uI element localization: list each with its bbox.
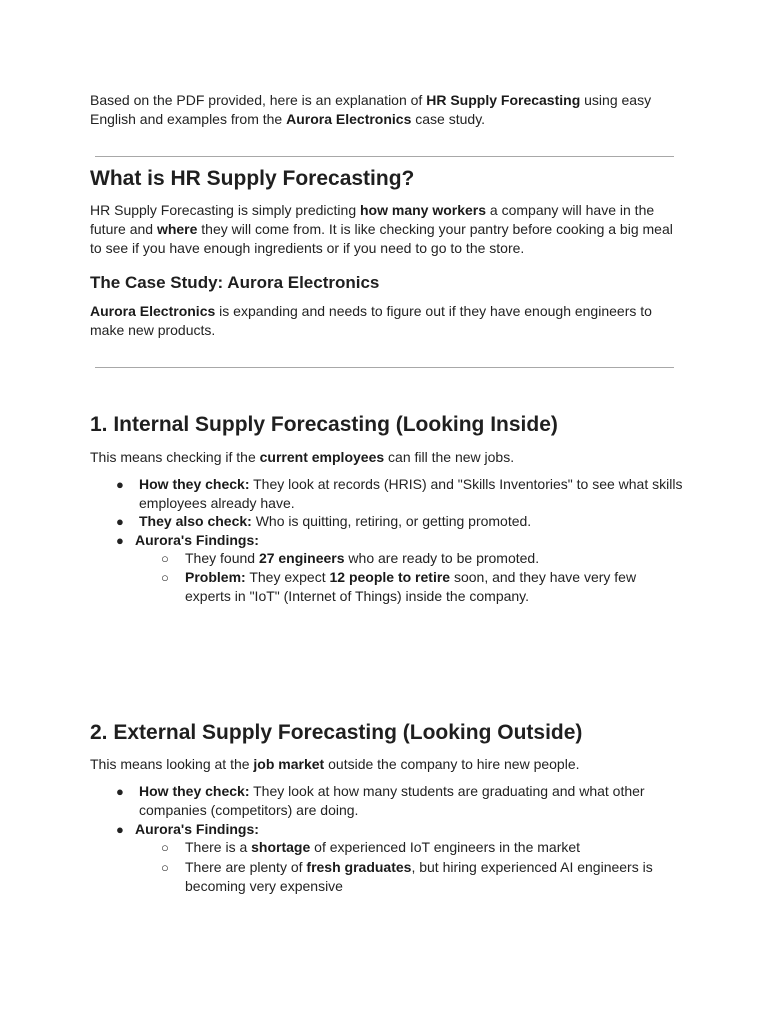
intro-text-2: using easy English and examples from the	[90, 92, 652, 127]
what-text-2: a company will have in the future and	[90, 202, 655, 237]
intro-paragraph	[90, 91, 680, 129]
heading-case-study: The Case Study: Aurora Electronics	[90, 273, 380, 292]
internal-sub2-text-2: soon, and they have very few experts in "IoT" (Internet of Things) inside the company.	[185, 569, 637, 604]
bullet-marker: ●	[116, 784, 124, 799]
external-sub1-bold: shortage	[251, 839, 311, 855]
external-sub-shortage	[185, 838, 665, 857]
what-bold-2: where	[156, 221, 198, 237]
heading-external: 2. External Supply Forecasting (Looking Outside)	[90, 721, 583, 744]
internal-text-2: can fill the new jobs.	[384, 449, 515, 465]
internal-sub2-bold: 12 people to retire	[329, 569, 451, 585]
internal-paragraph	[90, 448, 680, 467]
bullet-marker: ●	[116, 533, 124, 548]
case-bold-1: Aurora Electronics	[90, 303, 216, 319]
internal-bullet-also	[139, 512, 684, 531]
internal-bold-1: current employees	[259, 449, 385, 465]
external-sub2-text-1: There are plenty of	[185, 859, 307, 875]
internal-sub1-text-2: who are ready to be promoted.	[344, 550, 540, 566]
internal-bullet-how-bold: How they check:	[139, 476, 250, 492]
external-paragraph	[90, 755, 680, 774]
external-text-2: outside the company to hire new people.	[324, 756, 580, 772]
what-is-paragraph	[90, 201, 680, 258]
external-findings-bold: Aurora's Findings:	[135, 821, 259, 837]
what-text-3: they will come from. It is like checking your pantry before cooking a big meal to see if you have enough ingredients or if you need to go to the store.	[90, 221, 673, 256]
internal-findings-bold: Aurora's Findings:	[135, 532, 259, 548]
internal-sub-found	[185, 549, 665, 568]
intro-text-3: case study.	[411, 111, 486, 127]
internal-bullet-how	[139, 475, 684, 513]
internal-text-1: This means checking if the	[90, 449, 260, 465]
heading-what-is: What is HR Supply Forecasting?	[90, 167, 415, 190]
sub-bullet-marker: ○	[161, 551, 169, 566]
external-sub1-text-2: of experienced IoT engineers in the market	[310, 839, 581, 855]
intro-bold-2: Aurora Electronics	[286, 111, 412, 127]
what-bold-1: how many workers	[360, 202, 487, 218]
sub-bullet-marker: ○	[161, 840, 169, 855]
internal-sub-problem	[185, 568, 665, 606]
divider-1	[95, 156, 674, 157]
case-text-1: is expanding and needs to figure out if they have enough engineers to make new products.	[90, 303, 652, 338]
external-text-1: This means looking at the	[90, 756, 254, 772]
sub-bullet-marker: ○	[161, 570, 169, 585]
heading-internal: 1. Internal Supply Forecasting (Looking Inside)	[90, 413, 558, 436]
external-bullet-findings	[135, 820, 680, 839]
intro-bold-1: HR Supply Forecasting	[426, 92, 581, 108]
internal-bullet-also-text: Who is quitting, retiring, or getting promoted.	[251, 513, 532, 529]
internal-bullet-findings	[135, 531, 680, 550]
internal-sub1-text-1: They found	[185, 550, 259, 566]
case-study-paragraph	[90, 302, 680, 340]
external-sub2-bold: fresh graduates	[306, 859, 412, 875]
external-sub2-text-2: , but hiring experienced AI engineers is becoming very expensive	[185, 859, 653, 894]
external-bold-1: job market	[253, 756, 325, 772]
external-bullet-how-bold: How they check:	[139, 783, 250, 799]
internal-sub1-bold: 27 engineers	[258, 550, 345, 566]
bullet-marker: ●	[116, 822, 124, 837]
sub-bullet-marker: ○	[161, 860, 169, 875]
internal-bullet-also-bold: They also check:	[139, 513, 252, 529]
external-bullet-how-text: They look at how many students are graduating and what other companies (competitors) are doing.	[139, 783, 645, 818]
external-bullet-how	[139, 782, 684, 820]
internal-sub2-text-1: They expect	[245, 569, 330, 585]
divider-2	[95, 367, 674, 368]
internal-bullet-how-text: They look at records (HRIS) and "Skills Inventories" to see what skills employees already have.	[139, 476, 683, 511]
external-sub-graduates	[185, 858, 665, 896]
bullet-marker: ●	[116, 477, 124, 492]
external-sub1-text-1: There is a	[185, 839, 252, 855]
what-text-1: HR Supply Forecasting is simply predicting	[90, 202, 360, 218]
intro-text-1: Based on the PDF provided, here is an explanation of	[90, 92, 427, 108]
bullet-marker: ●	[116, 514, 124, 529]
internal-sub2-bold-problem: Problem:	[185, 569, 246, 585]
